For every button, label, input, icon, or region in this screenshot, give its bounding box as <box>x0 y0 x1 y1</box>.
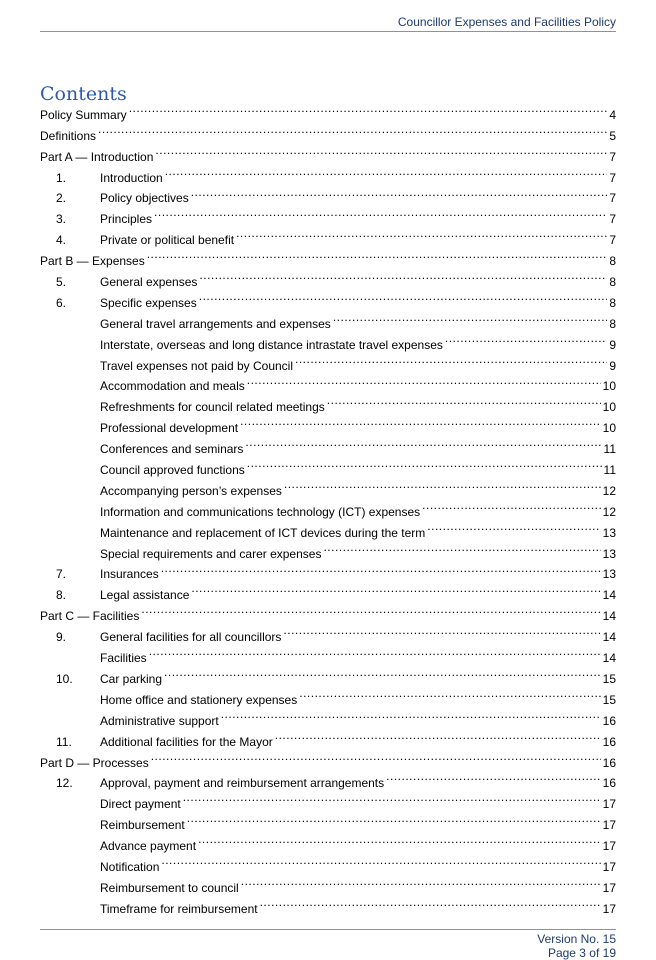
toc-entry-page: 7 <box>609 191 616 206</box>
toc-entry-title: Private or political benefit <box>100 233 235 248</box>
toc-dot-leader <box>198 829 601 850</box>
toc-entry-page: 17 <box>602 901 616 916</box>
toc-dot-leader <box>247 370 601 391</box>
toc-dot-leader <box>275 725 601 746</box>
toc-entry-page: 5 <box>609 128 616 143</box>
toc-entry-number: 1. <box>56 170 67 185</box>
toc-entry-page: 17 <box>602 880 616 895</box>
toc-entry-number: 7. <box>56 567 67 582</box>
toc-entry-number: 3. <box>56 212 67 227</box>
footer-page-number: Page 3 of 19 <box>547 946 616 960</box>
toc-dot-leader <box>98 119 607 140</box>
toc-dot-leader <box>199 286 608 307</box>
table-of-contents <box>40 98 616 916</box>
toc-dot-leader <box>247 453 602 474</box>
toc-entry-title: Professional development <box>100 421 239 436</box>
toc-dot-leader <box>147 244 608 265</box>
toc-dot-leader <box>323 537 600 558</box>
toc-entry-page: 16 <box>602 734 616 749</box>
toc-entry-title: Facilities <box>100 651 147 666</box>
toc-dot-leader <box>445 328 607 349</box>
contents-heading: Contents <box>40 82 127 105</box>
toc-entry-number: 9. <box>56 630 67 645</box>
toc-entry-page: 17 <box>602 818 616 833</box>
toc-dot-leader <box>386 767 600 788</box>
toc-entry-title: Policy objectives <box>100 191 189 206</box>
toc-entry-page: 15 <box>602 671 616 686</box>
toc-dot-leader <box>240 411 601 432</box>
toc-dot-leader <box>191 182 608 203</box>
header-title: Councillor Expenses and Facilities Policy <box>397 15 616 29</box>
toc-dot-leader <box>161 850 600 871</box>
toc-dot-leader <box>164 662 601 683</box>
toc-entry-title: Council approved functions <box>100 463 245 478</box>
footer-divider <box>40 929 616 930</box>
toc-entry[interactable] <box>40 140 616 164</box>
toc-dot-leader <box>155 140 607 161</box>
toc-entry-page: 14 <box>602 609 616 624</box>
toc-entry[interactable] <box>40 119 616 143</box>
toc-entry-title: Maintenance and replacement of ICT devices during the term <box>100 525 426 540</box>
toc-entry-page: 7 <box>609 170 616 185</box>
toc-entry-page: 16 <box>602 776 616 791</box>
toc-entry-page: 14 <box>602 630 616 645</box>
toc-entry-title: Travel expenses not paid by Council <box>100 358 293 373</box>
toc-dot-leader <box>299 683 600 704</box>
toc-dot-leader <box>141 599 600 620</box>
toc-entry-page: 17 <box>602 839 616 854</box>
toc-entry-title: Notification <box>100 859 160 874</box>
toc-entry-title: Part D — Processes <box>40 755 149 770</box>
toc-dot-leader <box>427 516 600 537</box>
toc-entry-page: 9 <box>609 358 616 373</box>
toc-entry-title: Administrative support <box>100 713 219 728</box>
toc-entry-title: Part A — Introduction <box>40 149 154 164</box>
footer-version: Version No. 15 <box>537 932 616 946</box>
toc-dot-leader <box>199 265 607 286</box>
toc-entry-title: Conferences and seminars <box>100 442 244 457</box>
toc-entry-title: Home office and stationery expenses <box>100 692 298 707</box>
toc-entry-page: 16 <box>602 755 616 770</box>
toc-dot-leader <box>129 98 608 119</box>
toc-dot-leader <box>151 746 601 767</box>
toc-entry-page: 8 <box>609 295 616 310</box>
toc-entry-number: 4. <box>56 233 67 248</box>
toc-dot-leader <box>333 307 608 328</box>
toc-entry-title: Reimbursement to council <box>100 880 239 895</box>
toc-dot-leader <box>295 349 607 370</box>
toc-dot-leader <box>245 432 601 453</box>
toc-entry-title: Direct payment <box>100 797 181 812</box>
toc-entry-page: 13 <box>602 567 616 582</box>
toc-entry-number: 11. <box>56 734 72 749</box>
toc-entry-number: 12. <box>56 776 73 791</box>
toc-entry-page: 16 <box>602 713 616 728</box>
toc-dot-leader <box>165 161 608 182</box>
toc-entry-page: 11 <box>603 463 616 478</box>
toc-dot-leader <box>183 787 601 808</box>
toc-dot-leader <box>161 558 601 579</box>
toc-entry-title: Additional facilities for the Mayor <box>100 734 273 749</box>
toc-entry-page: 8 <box>609 316 616 331</box>
toc-entry-title: Policy Summary <box>40 107 127 122</box>
toc-entry-page: 10 <box>602 421 616 436</box>
toc-entry-title: Refreshments for council related meetings <box>100 400 325 415</box>
toc-entry-number: 6. <box>56 295 67 310</box>
toc-entry-page: 15 <box>602 692 616 707</box>
toc-entry-title: Part B — Expenses <box>40 254 145 269</box>
toc-entry-page: 14 <box>602 651 616 666</box>
toc-dot-leader <box>154 202 607 223</box>
toc-entry-title: General travel arrangements and expenses <box>100 316 331 331</box>
toc-dot-leader <box>236 223 607 244</box>
toc-entry-page: 8 <box>609 275 616 290</box>
toc-entry-page: 4 <box>609 107 616 122</box>
toc-entry-title: Interstate, overseas and long distance intrastate travel expenses <box>100 337 443 352</box>
toc-entry-page: 17 <box>602 859 616 874</box>
toc-entry-page: 13 <box>602 546 616 561</box>
toc-dot-leader <box>221 704 601 725</box>
toc-entry-page: 10 <box>602 400 616 415</box>
toc-entry-page: 10 <box>602 379 616 394</box>
toc-entry-title: Insurances <box>100 567 159 582</box>
toc-entry-page: 7 <box>609 233 616 248</box>
toc-entry[interactable] <box>40 98 616 122</box>
toc-dot-leader <box>283 620 600 641</box>
toc-entry-title: Approval, payment and reimbursement arrangements <box>100 776 385 791</box>
toc-dot-leader <box>260 892 601 913</box>
toc-entry-title: Specific expenses <box>100 295 197 310</box>
toc-dot-leader <box>187 808 601 829</box>
toc-entry-page: 17 <box>602 797 616 812</box>
toc-entry-number: 5. <box>56 275 67 290</box>
header-divider <box>40 31 616 32</box>
toc-entry-number: 8. <box>56 588 67 603</box>
toc-entry-number: 10. <box>56 671 73 686</box>
toc-entry-title: Timeframe for reimbursement <box>100 901 258 916</box>
toc-dot-leader <box>284 474 601 495</box>
toc-entry-page: 7 <box>609 212 616 227</box>
toc-entry-title: Information and communications technology (ICT) expenses <box>100 504 421 519</box>
toc-entry-title: Accompanying person’s expenses <box>100 483 282 498</box>
toc-entry-title: Principles <box>100 212 153 227</box>
toc-entry-page: 13 <box>602 525 616 540</box>
toc-entry-page: 12 <box>602 483 616 498</box>
toc-entry-number: 2. <box>56 191 67 206</box>
toc-entry-title: Car parking <box>100 671 163 686</box>
toc-entry-page: 11 <box>603 442 616 457</box>
toc-dot-leader <box>422 495 600 516</box>
toc-entry-page: 9 <box>609 337 616 352</box>
toc-entry-title: Part C — Facilities <box>40 609 140 624</box>
toc-entry-title: General facilities for all councillors <box>100 630 282 645</box>
toc-entry-page: 14 <box>602 588 616 603</box>
toc-entry-title: Legal assistance <box>100 588 190 603</box>
toc-entry-page: 7 <box>609 149 616 164</box>
toc-entry-title: Introduction <box>100 170 163 185</box>
toc-entry-title: Definitions <box>40 128 97 143</box>
toc-entry-page: 8 <box>609 254 616 269</box>
toc-entry-page: 12 <box>602 504 616 519</box>
toc-entry-title: Advance payment <box>100 839 197 854</box>
toc-dot-leader <box>241 871 601 892</box>
toc-dot-leader <box>327 390 601 411</box>
toc-entry-title: Accommodation and meals <box>100 379 245 394</box>
toc-entry-title: Special requirements and carer expenses <box>100 546 322 561</box>
toc-dot-leader <box>149 641 601 662</box>
toc-entry-title: General expenses <box>100 275 198 290</box>
toc-dot-leader <box>191 578 600 599</box>
toc-entry-title: Reimbursement <box>100 818 185 833</box>
